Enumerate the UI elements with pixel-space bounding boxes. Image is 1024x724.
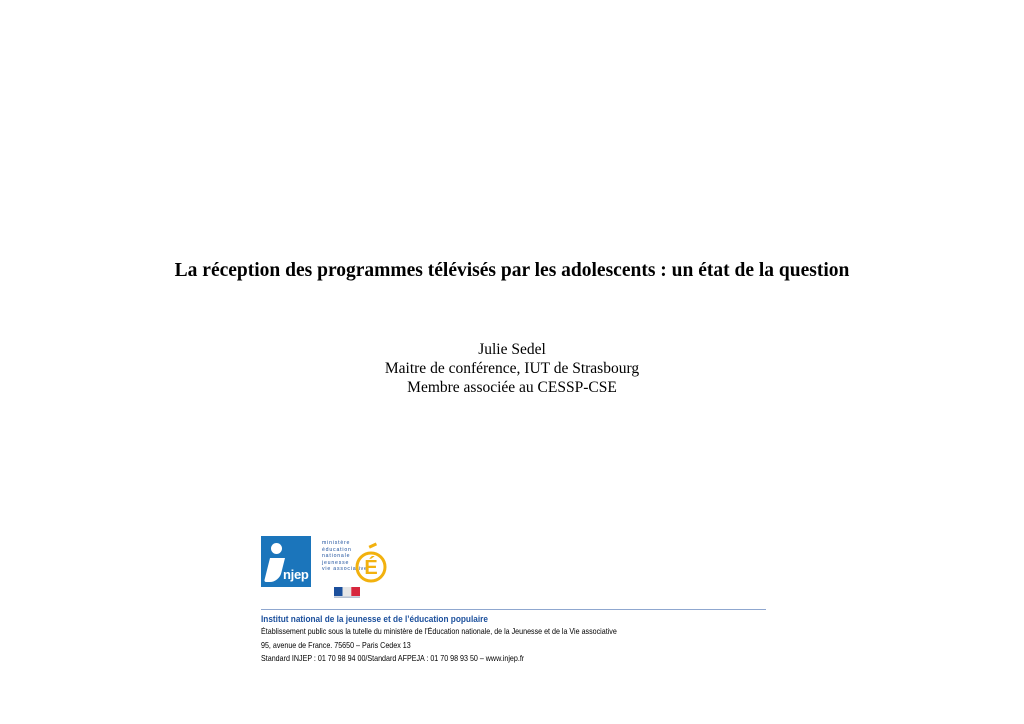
footer-institution: Institut national de la jeunesse et de l’éducation populaire xyxy=(261,613,488,624)
injep-logo-wordmark: njep xyxy=(283,567,309,582)
ministere-line: ministère xyxy=(322,540,351,546)
document-title: La réception des programmes télévisés par les adolescents : un état de la question xyxy=(174,260,850,281)
author-position: Maitre de conférence, IUT de Strasbourg xyxy=(384,360,640,377)
footer xyxy=(261,612,766,666)
injep-logo xyxy=(261,536,311,587)
footer-phone: Standard INJEP : 01 70 98 94 00/Standard AFPEJA : 01 70 98 93 50 – www.injep.fr xyxy=(261,654,525,664)
injep-logo-stem xyxy=(264,558,285,582)
e-accent-logo-mark xyxy=(355,542,387,584)
ministere-line: nationale xyxy=(322,553,351,560)
ministere-line: vie associative xyxy=(322,566,368,573)
author-affiliation: Membre associée au CESSP-CSE xyxy=(407,379,617,396)
footer-rule xyxy=(261,609,766,610)
injep-logo-dot xyxy=(271,543,282,554)
footer-address: 95, avenue de France. 75650 – Paris Cedex 13 xyxy=(261,640,411,650)
ministere-line: éducation xyxy=(322,546,352,553)
republique-francaise-flag-icon xyxy=(334,587,360,598)
e-accent-letter: É xyxy=(364,557,378,579)
author-name: Julie Sedel xyxy=(478,341,546,358)
ministere-line: jeunesse xyxy=(322,559,350,566)
author-block xyxy=(0,340,1024,397)
footer-tutelle: Établissement public sous la tutelle du ministère de l’Éducation nationale, de la Jeunesse et de la Vie associative xyxy=(261,627,617,636)
ministere-logo xyxy=(318,538,390,604)
